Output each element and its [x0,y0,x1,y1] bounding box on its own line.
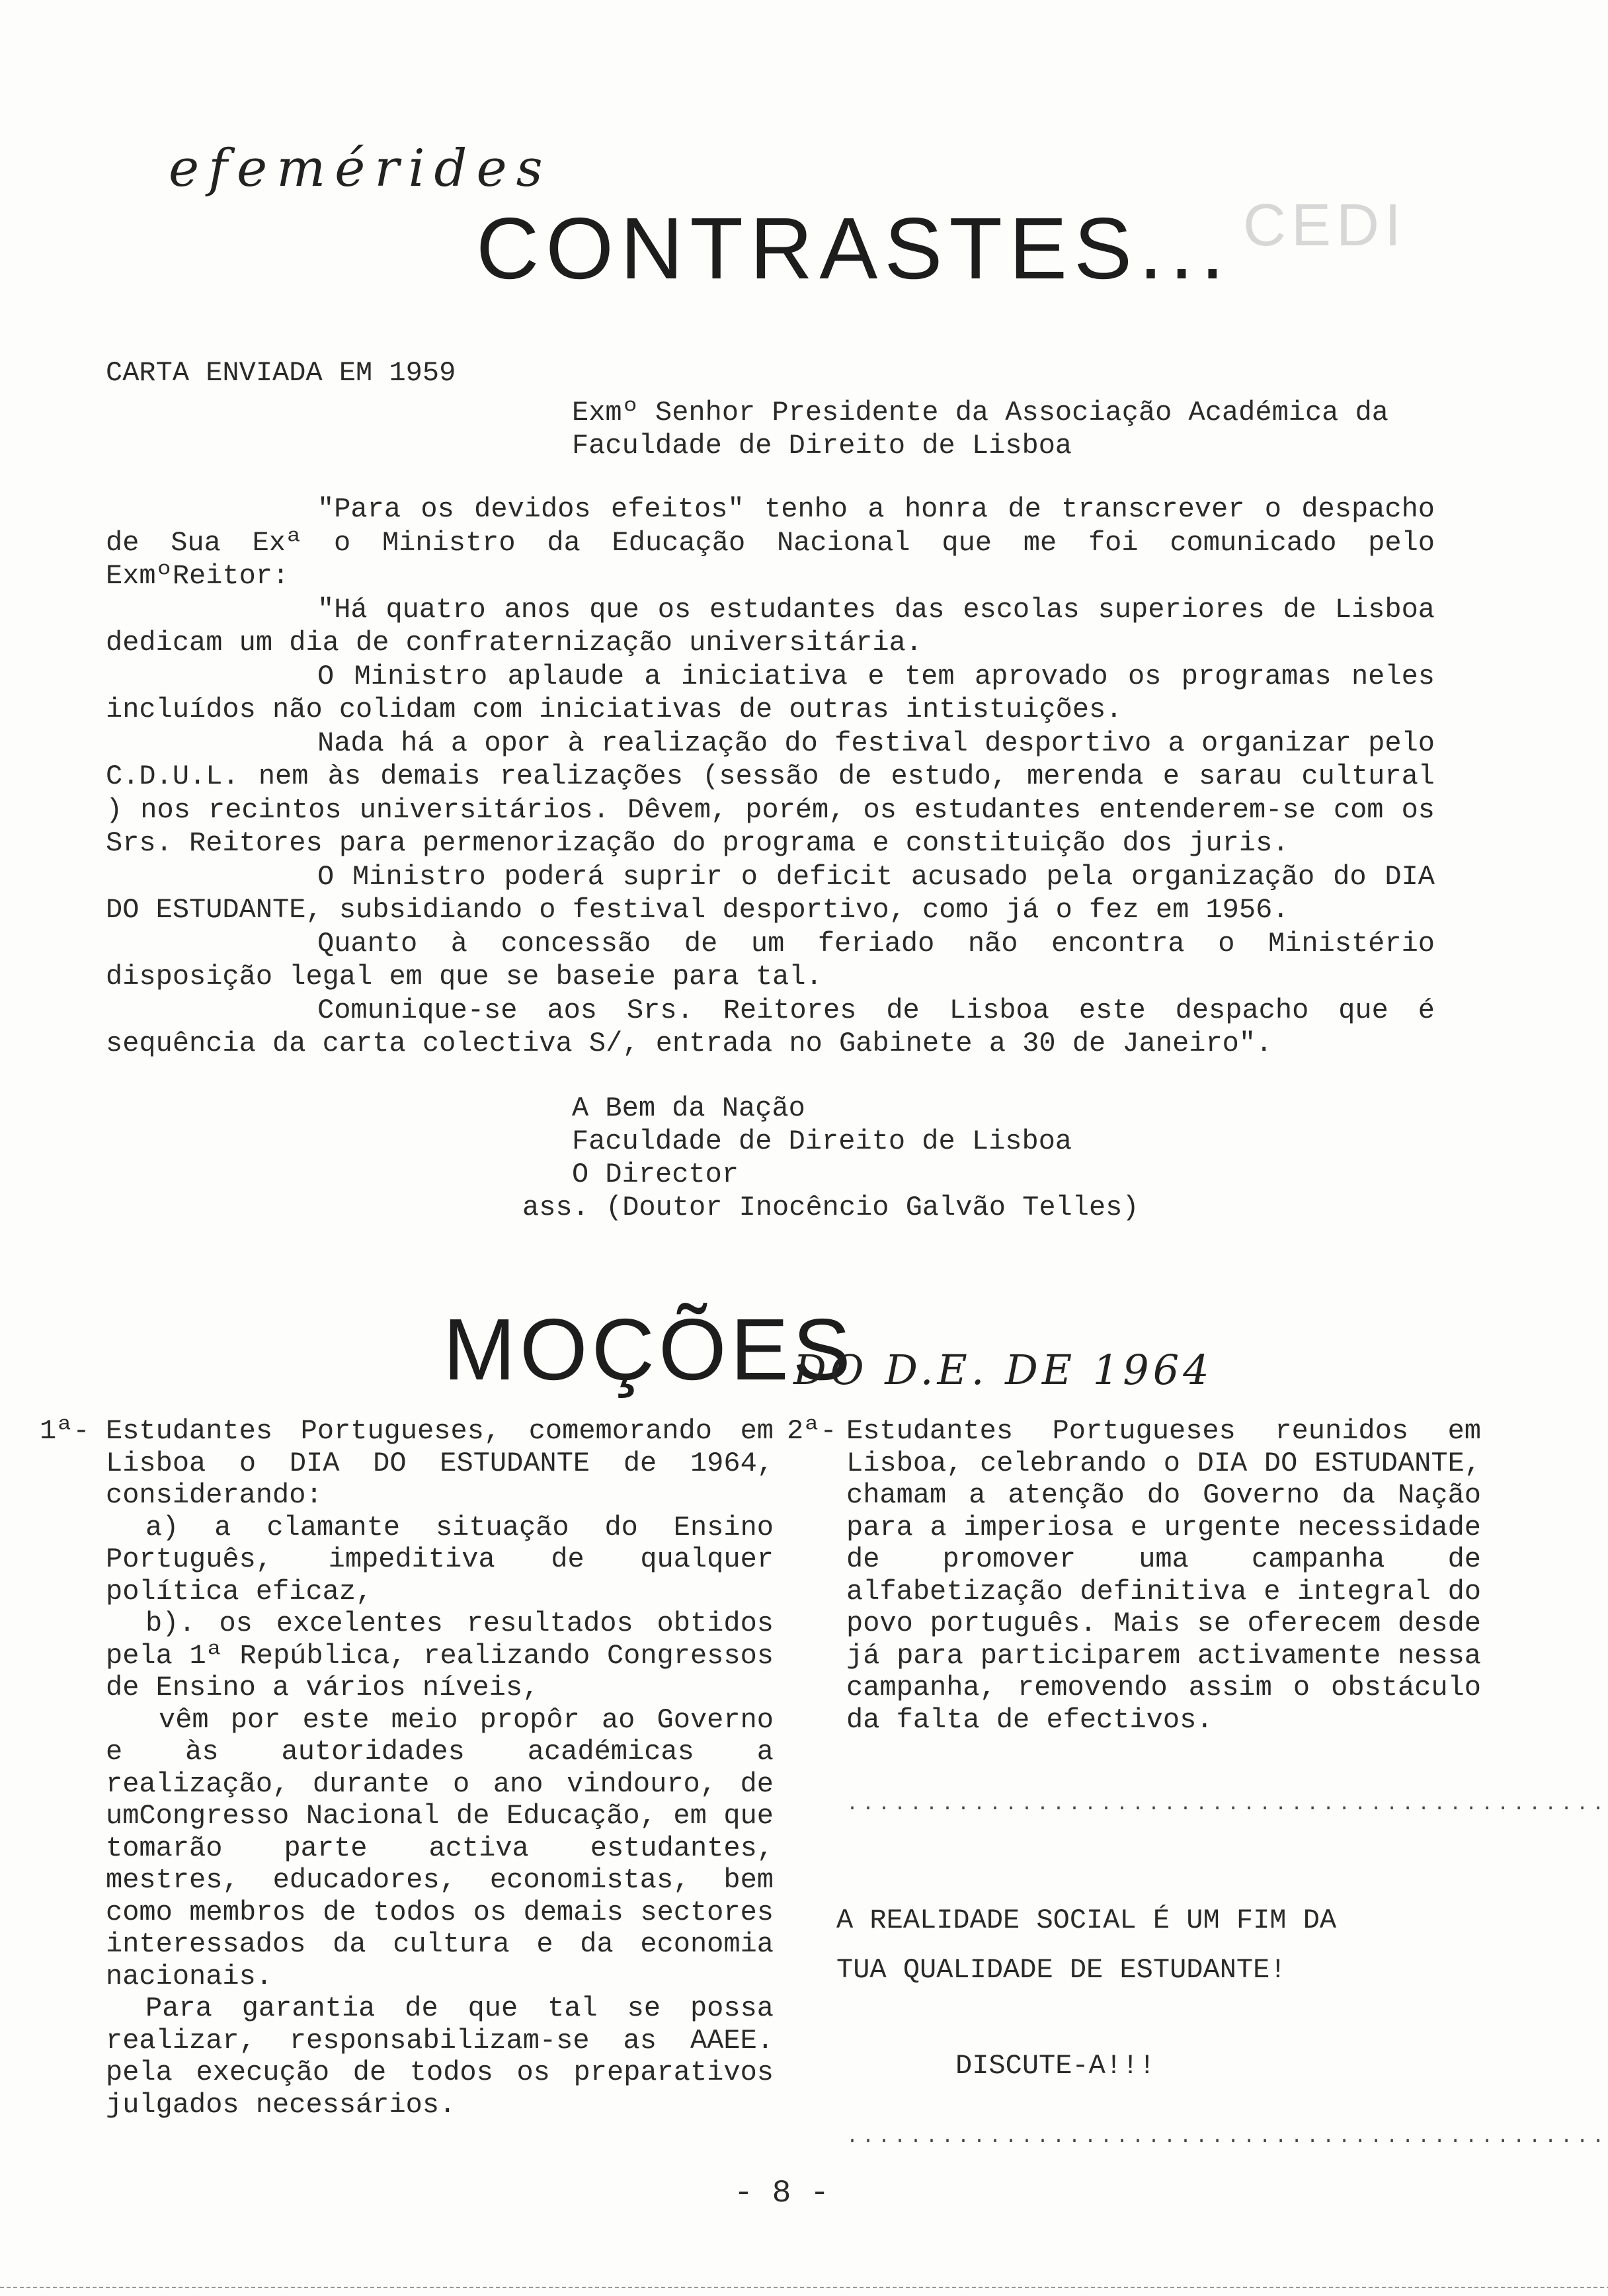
motion-intro: Estudantes Portugueses, comemorando em Lisboa o DIA DO ESTUDANTE de 1964, considerando: [106,1415,774,1511]
motion-guarantee: Para garantia de que tal se possa realizar, responsabilizam-se as AAEE. pela execução de todos os preparativos julgados necessários. [106,1992,774,2121]
signature-line: O Director [572,1159,739,1190]
letter-paragraph: Comunique-se aos Srs. Reitores de Lisboa este despacho que é sequência da carta colectiva S/, entrada no Gabinete a 30 de Janeiro". [106,994,1435,1059]
letter-address-line-1: Exmº Senhor Presidente da Associação Académica da [572,397,1389,429]
motion-item: b). os excelentes resultados obtidos pela 1ª República, realizando Congressos de Ensino a vários níveis, [106,1608,774,1703]
handwritten-heading: efemérides [169,139,552,198]
dotted-separator: ................................................ [846,1793,1608,1816]
motion-number: 2ª- [787,1415,837,1447]
letter-paragraph: "Há quatro anos que os estudantes das escolas superiores de Lisboa dedicam um dia de confraternização universitária. [106,593,1435,659]
motion-text: Estudantes Portugueses reunidos em Lisboa, celebrando o DIA DO ESTUDANTE, chamam a atenção do Governo da Nação para a imperiosa e urgente necessidade de promover uma campanha de alfabetização definitiva e integral do povo português. Mais se oferecem desde já para participarem activamente nessa campanha, removendo assim o obstáculo da falta de efectivos. [846,1415,1481,1736]
letter-paragraph: Quanto à concessão de um feriado não encontra o Ministério disposição legal em que se baseie para tal. [106,927,1435,993]
slogan-line: TUA QUALIDADE DE ESTUDANTE! [836,1954,1287,1986]
signature-line: Faculdade de Direito de Lisboa [572,1126,1072,1157]
letter-paragraph: Nada há a opor à realização do festival desportivo a organizar pelo C.D.U.L. nem às demais realizações (sessão de estudo, merenda e sarau cultural ) nos recintos universitários. Dêvem, porém, os estudantes entenderem-se com os Srs. Reitores para permenorização do programa e constituição dos juris. [106,727,1435,859]
letter-paragraph: O Ministro poderá suprir o deficit acusado pela organização do DIA DO ESTUDANTE, subsidiando o festival desportivo, como já o fez em 1956. [106,860,1435,926]
slogan-line: DISCUTE-A!!! [955,2050,1156,2082]
motion-1 [40,1415,774,2121]
signature-line: ass. (Doutor Inocêncio Galvão Telles) [522,1192,1139,1223]
signature-line: A Bem da Nação [572,1092,805,1124]
dotted-separator: ................................................ [846,2126,1608,2149]
motion-proposal: vêm por este meio propôr ao Governo e às autoridades académicas a realização, durante o ano vindouro, de umCongresso Nacional de Educação, em que tomarão parte activa estudantes, mestres, educadores, economistas, bem como membros de todos os demais sectores interessados da cultura e da economia nacionais. [106,1703,774,1992]
letter-paragraph: "Para os devidos efeitos" tenho a honra de transcrever o despacho de Sua Exª o Ministro da Educação Nacional que me foi comunicado pelo ExmºReitor: [106,493,1435,592]
motion-item: a) a clamante situação do Ensino Português, impeditiva de qualquer política eficaz, [106,1511,774,1608]
letter-label: CARTA ENVIADA EM 1959 [106,357,456,389]
page-number: - 8 - [734,2176,830,2211]
slogan-line: A REALIDADE SOCIAL É UM FIM DA [836,1905,1337,1936]
letter-paragraph: O Ministro aplaude a iniciativa e tem aprovado os programas neles incluídos não colidam com iniciativas de outras intistuições. [106,660,1435,725]
faded-stamp: CEDI [1243,192,1407,259]
page-title: CONTRASTES... [476,200,1232,297]
letter-body [106,493,1435,1061]
motions-subtitle: DO D.E. DE 1964 [793,1346,1213,1394]
letter-address-line-2: Faculdade de Direito de Lisboa [572,430,1072,462]
motions-title: MOÇÕES [443,1301,855,1398]
motion-number: 1ª- [40,1415,90,1447]
motion-2 [787,1415,1481,1736]
bottom-divider [0,2287,1608,2288]
